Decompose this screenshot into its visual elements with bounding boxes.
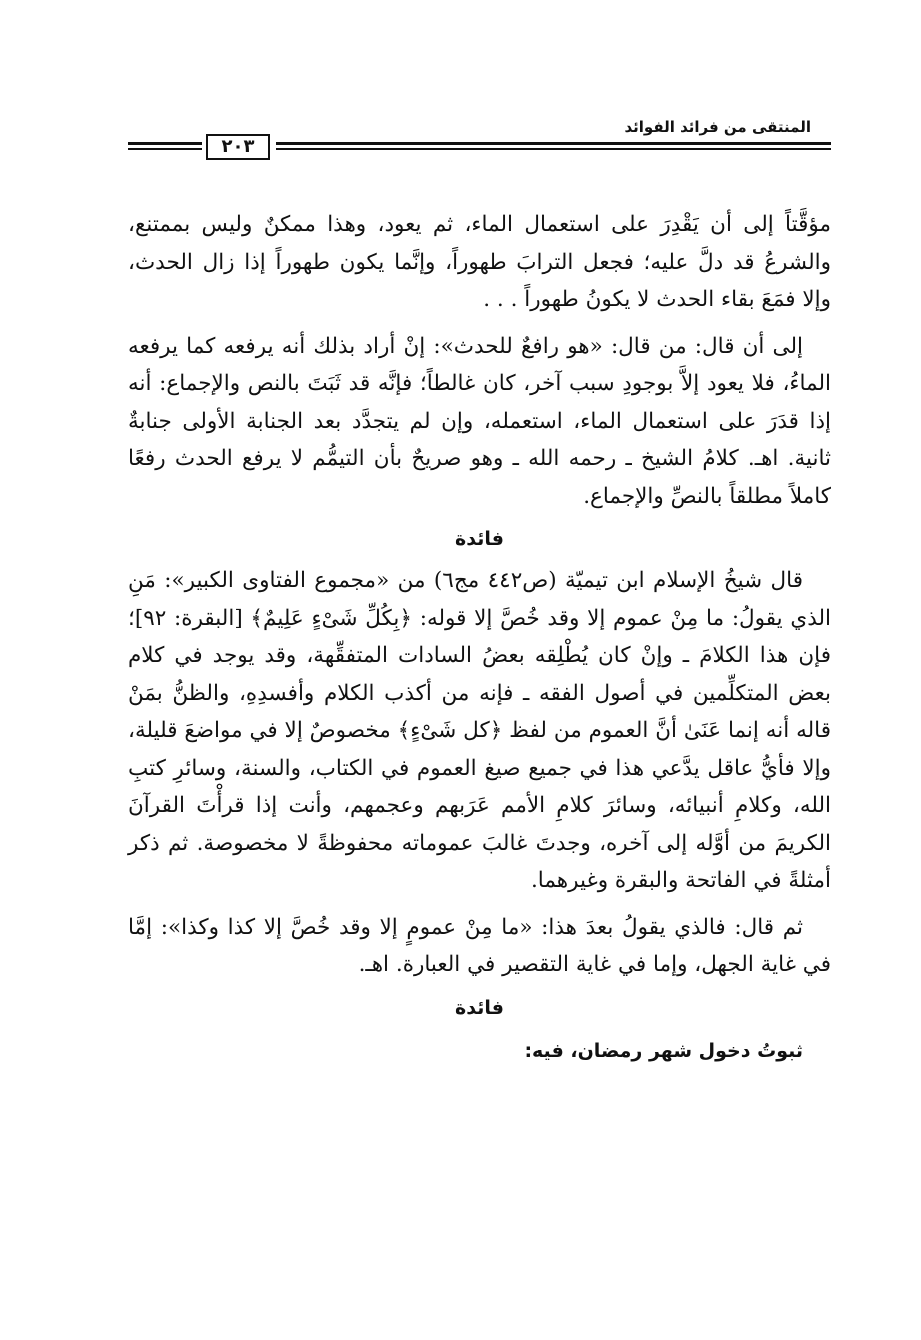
page-number: ٢٠٣: [206, 134, 270, 160]
paragraph-3: قال شيخُ الإسلام ابن تيميّة (ص٤٤٢ مج٦) من «مجموع الفتاوى الكبير»: مَنِ الذي يقولُ: ما مِنْ عموم إلا وقد خُصَّ إلا قوله: ﴿بِكُلِّ شَىْءٍ عَلِيمٌ﴾ [البقرة: ٩٢]؛ فإن هذا الكلامَ ـ وإنْ كان يُطْلِقه بعضُ السادات المتفقِّهة، وقد يوجد في كلام بعض المتكلِّمين في أصول الفقه ـ فإنه من أكذب الكلام وأفسدِهِ، والظنُّ بمَنْ قاله أنه إنما عَنَىٰ أنَّ العموم من لفظ ﴿كل شَىْءٍ﴾ مخصوصٌ إلا في مواضعَ قليلة، وإلا فأيُّ عاقل يدَّعي هذا في جميع صيغ العموم في الكتاب، والسنة، وسائرِ كتبِ الله، وكلامِ أنبيائه، وسائرَ كلامِ الأمم عَرَبهم وعجمهم، وأنت إذا قرأْتَ القرآنَ الكريمَ من أوَّله إلى آخره، وجدتَ غالبَ عموماته محفوظةً لا مخصوصة. ثم ذكر أمثلةً في الفاتحة والبقرة وغيرهما.: [128, 568, 831, 893]
paragraph-5: ثبوتُ دخول شهر رمضان، فيه:: [524, 1039, 803, 1062]
page-body: [128, 206, 831, 1079]
section-heading-1: فائدة: [455, 528, 504, 550]
section-heading-2: فائدة: [455, 996, 504, 1019]
paragraph-4: ثم قال: فالذي يقولُ بعدَ هذا: «ما مِنْ عمومٍ إلا وقد خُصَّ إلا كذا وكذا»: إمَّا في غاية الجهل، وإما في غاية التقصير في العبارة. اهـ.: [128, 914, 831, 977]
header-rule-left: [128, 142, 202, 152]
running-header-title: المنتقى من فرائد الفوائد: [624, 118, 811, 136]
paragraph-2: إلى أن قال: من قال: «هو رافعٌ للحدث»: إنْ أراد بذلك أنه يرفعه كما يرفعه الماءُ، فلا يعود إلاَّ بوجودِ سبب آخر، كان غالطاً؛ فإنَّه قد ثَبَتَ بالنص والإجماع: أنه إذا قدَرَ على استعمال الماء، استعمله، وإن لم يتجدَّد بعد الجنابة الأولى جنابةٌ ثانية. اهـ. كلامُ الشيخ ـ رحمه الله ـ وهو صريحٌ بأن التيمُّم لا يرفع الحدث رفعًا كاملاً مطلقاً بالنصِّ والإجماع.: [128, 333, 831, 509]
paragraph-1: مؤقَّتاً إلى أن يَقْدِرَ على استعمال الماء، ثم يعود، وهذا ممكنٌ وليس بممتنع، والشرعُ قد دلَّ عليه؛ فجعل الترابَ طهوراً، وإنَّما يكون طهوراً إذا زال الحدث، وإلا فمَعَ بقاء الحدث لا يكونُ طهوراً . . .: [128, 212, 831, 312]
header-rule-right: [276, 142, 831, 152]
